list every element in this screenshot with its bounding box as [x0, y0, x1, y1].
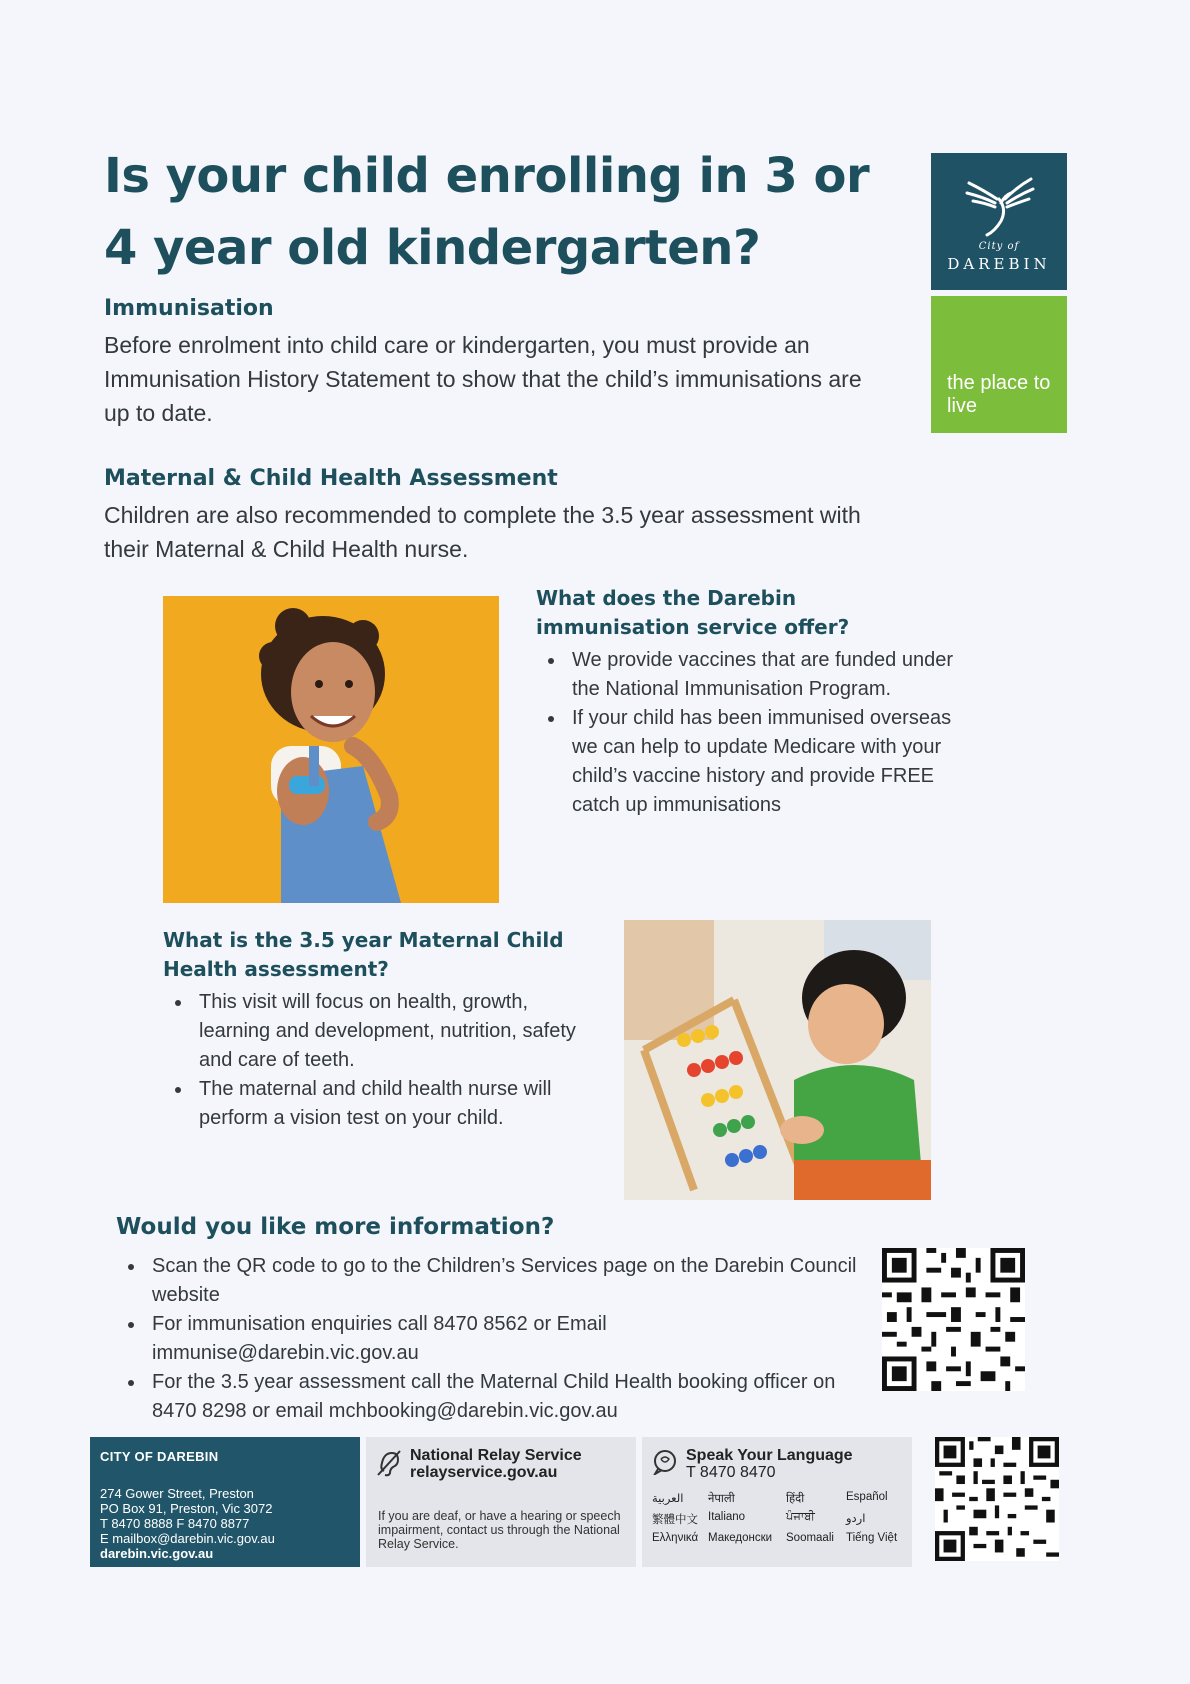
relay-site[interactable]: relayservice.gov.au — [410, 1464, 558, 1481]
language-item: Soomaali — [786, 1532, 834, 1544]
immunisation-heading: Immunisation — [104, 296, 274, 321]
language-list — [652, 1491, 908, 1544]
assessment-list — [163, 988, 603, 1133]
language-item: 繁體中文 — [652, 1514, 698, 1526]
assessment-heading: What is the 3.5 year Maternal Child Health assessment? — [163, 928, 564, 981]
list-item: This visit will focus on health, growth, learning and development, nutrition, safety and care of teeth. — [163, 988, 603, 1075]
council-contact-box — [90, 1437, 360, 1567]
service-list — [536, 646, 956, 820]
council-email[interactable]: E mailbox@darebin.vic.gov.au — [100, 1531, 275, 1546]
service-section — [536, 584, 956, 820]
logo-name: DAREBIN — [947, 255, 1051, 273]
logo-tagline: the place to live — [947, 372, 1051, 417]
mch-body: Children are also recommended to complete the 3.5 year assessment with their Maternal & Child Health nurse. — [104, 502, 861, 562]
language-phone: T 8470 8470 — [686, 1464, 776, 1481]
council-website[interactable]: darebin.vic.gov.au — [100, 1546, 214, 1561]
list-item: Scan the QR code to go to the Children’s Services page on the Darebin Council website — [116, 1252, 876, 1310]
language-title: Speak Your Language — [686, 1447, 853, 1464]
relay-text: If you are deaf, or have a hearing or speech impairment, contact us through the National Relay Service. — [378, 1509, 621, 1551]
speak-language-box — [642, 1437, 912, 1567]
hearing-icon — [376, 1449, 402, 1477]
language-item: ਪੰਜਾਬੀ — [786, 1511, 815, 1523]
council-qr-code[interactable] — [935, 1437, 1059, 1561]
logo-tagline-block — [931, 296, 1067, 433]
language-item: Ελληνικά — [652, 1532, 699, 1544]
girl-with-bandage-photo — [163, 596, 499, 903]
logo-city-of: City of — [978, 241, 1020, 252]
darebin-logo — [931, 153, 1067, 290]
language-item: العربية — [652, 1493, 684, 1505]
mch-heading: Maternal & Child Health Assessment — [104, 466, 558, 491]
bird-icon — [961, 169, 1037, 239]
service-heading: What does the Darebin immunisation service offer? — [536, 586, 850, 639]
language-item: नेपाली — [708, 1493, 735, 1505]
list-item: The maternal and child health nurse will perform a vision test on your child. — [163, 1075, 603, 1133]
info-heading: Would you like more information? — [116, 1214, 555, 1240]
list-item[interactable]: For immunisation enquiries call 8470 8562 or Email immunise@darebin.vic.gov.au — [116, 1310, 876, 1368]
language-item: اردو — [846, 1513, 866, 1525]
info-list — [116, 1252, 876, 1426]
language-item: Македонски — [708, 1532, 773, 1544]
council-address-1: 274 Gower Street, Preston — [100, 1486, 254, 1501]
assessment-section — [163, 926, 603, 1133]
relay-service-box — [366, 1437, 636, 1567]
childrens-services-qr-code[interactable] — [882, 1248, 1025, 1391]
language-item: Español — [846, 1491, 888, 1503]
language-item: Italiano — [708, 1511, 746, 1523]
page-title: Is your child enrolling in 3 or 4 year old kindergarten? — [104, 148, 870, 276]
relay-title: National Relay Service — [410, 1447, 582, 1464]
list-item: If your child has been immunised overseas we can help to update Medicare with your child’s vaccine history and provide FREE catch up immunisations — [536, 704, 956, 820]
boy-with-abacus-photo — [624, 920, 931, 1200]
council-heading: CITY OF DAREBIN — [100, 1449, 219, 1464]
council-address-2: PO Box 91, Preston, Vic 3072 — [100, 1501, 273, 1516]
speech-bubble-icon — [652, 1449, 678, 1475]
immunisation-body: Before enrolment into child care or kindergarten, you must provide an Immunisation History Statement to show that the child’s immunisations are up to date. — [104, 332, 862, 426]
council-phone: T 8470 8888 F 8470 8877 — [100, 1516, 250, 1531]
language-item: हिंदी — [786, 1493, 805, 1505]
list-item[interactable]: For the 3.5 year assessment call the Maternal Child Health booking officer on 8470 8298 or email mchbooking@darebin.vic.gov.au — [116, 1368, 876, 1426]
language-item: Tiếng Việt — [846, 1532, 898, 1544]
list-item: We provide vaccines that are funded under the National Immunisation Program. — [536, 646, 956, 704]
